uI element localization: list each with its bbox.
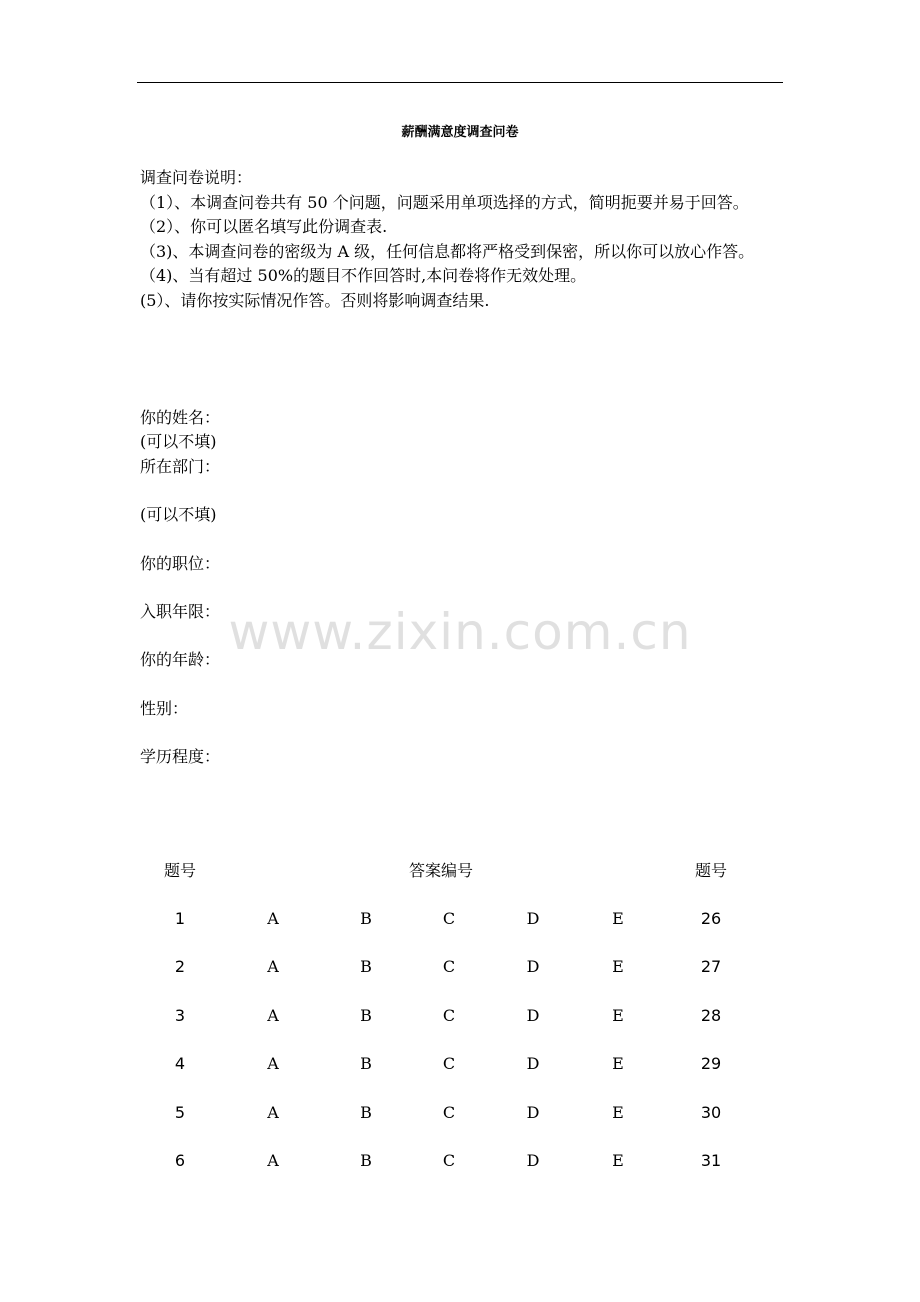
- gender-label: 性别：: [140, 699, 189, 718]
- answer-option-d[interactable]: D: [526, 1103, 540, 1122]
- answer-option-d[interactable]: D: [526, 1054, 540, 1073]
- answer-option-b[interactable]: B: [360, 957, 372, 976]
- tenure-label: 入职年限：: [140, 602, 221, 621]
- question-number-left: 1: [174, 909, 186, 928]
- answer-option-a[interactable]: A: [267, 957, 279, 976]
- answer-option-a[interactable]: A: [267, 1054, 279, 1073]
- answer-option-c[interactable]: C: [442, 909, 456, 928]
- answer-option-e[interactable]: E: [612, 1006, 624, 1025]
- department-optional-note: (可以不填): [140, 505, 217, 524]
- answer-option-d[interactable]: D: [526, 1006, 540, 1025]
- answer-option-a[interactable]: A: [267, 909, 279, 928]
- question-number-right: 30: [700, 1103, 722, 1122]
- position-label: 你的职位：: [140, 554, 221, 573]
- instruction-item-2: （2）、你可以匿名填写此份调查表.: [140, 217, 388, 236]
- answer-option-c[interactable]: C: [442, 1054, 456, 1073]
- question-number-right: 27: [700, 957, 722, 976]
- answer-option-a[interactable]: A: [267, 1103, 279, 1122]
- answer-options-header: 答案编号: [408, 861, 474, 880]
- answer-option-d[interactable]: D: [526, 1151, 540, 1170]
- education-label: 学历程度：: [140, 747, 221, 766]
- answer-option-b[interactable]: B: [360, 1054, 372, 1073]
- question-number-right: 28: [700, 1006, 722, 1025]
- document-title: 薪酬满意度调查问卷: [401, 125, 519, 140]
- instruction-item-1: （1）、本调查问卷共有 50 个问题，问题采用单项选择的方式，简明扼要并易于回答。: [140, 192, 749, 212]
- answer-option-c[interactable]: C: [442, 1103, 456, 1122]
- question-number-header-left: 题号: [163, 861, 197, 880]
- question-number-left: 4: [174, 1054, 186, 1073]
- watermark: www.zixin.com.cn: [228, 603, 692, 661]
- age-label: 你的年龄：: [140, 650, 221, 669]
- question-number-right: 29: [700, 1054, 722, 1073]
- answer-option-a[interactable]: A: [267, 1151, 279, 1170]
- answer-option-e[interactable]: E: [612, 909, 624, 928]
- instruction-item-4: （4)、当有超过 50%的题目不作回答时,本问卷将作无效处理。: [140, 266, 587, 285]
- answer-option-c[interactable]: C: [442, 1151, 456, 1170]
- question-number-right: 26: [700, 909, 722, 928]
- answer-option-a[interactable]: A: [267, 1006, 279, 1025]
- question-number-header-right: 题号: [694, 861, 728, 880]
- department-label: 所在部门：: [140, 457, 221, 476]
- answer-option-d[interactable]: D: [526, 909, 540, 928]
- answer-option-c[interactable]: C: [442, 957, 456, 976]
- answer-option-e[interactable]: E: [612, 1054, 624, 1073]
- instruction-item-3: （3)、本调查问卷的密级为 A 级，任何信息都将严格受到保密，所以你可以放心作答。: [140, 241, 755, 261]
- name-label: 你的姓名：: [140, 408, 221, 427]
- question-number-left: 5: [174, 1103, 186, 1122]
- answer-option-e[interactable]: E: [612, 957, 624, 976]
- question-number-left: 6: [174, 1151, 186, 1170]
- instruction-item-5: (5）、请你按实际情况作答。否则将影响调查结果.: [140, 290, 490, 310]
- question-number-right: 31: [700, 1151, 722, 1170]
- answer-option-d[interactable]: D: [526, 957, 540, 976]
- answer-option-b[interactable]: B: [360, 1103, 372, 1122]
- name-optional-note: (可以不填): [140, 432, 217, 451]
- question-number-left: 2: [174, 957, 186, 976]
- answer-option-b[interactable]: B: [360, 1151, 372, 1170]
- answer-option-e[interactable]: E: [612, 1103, 624, 1122]
- instructions-heading: 调查问卷说明：: [140, 168, 253, 187]
- answer-option-c[interactable]: C: [442, 1006, 456, 1025]
- answer-option-b[interactable]: B: [360, 909, 372, 928]
- answer-option-b[interactable]: B: [360, 1006, 372, 1025]
- question-number-left: 3: [174, 1006, 186, 1025]
- answer-option-e[interactable]: E: [612, 1151, 624, 1170]
